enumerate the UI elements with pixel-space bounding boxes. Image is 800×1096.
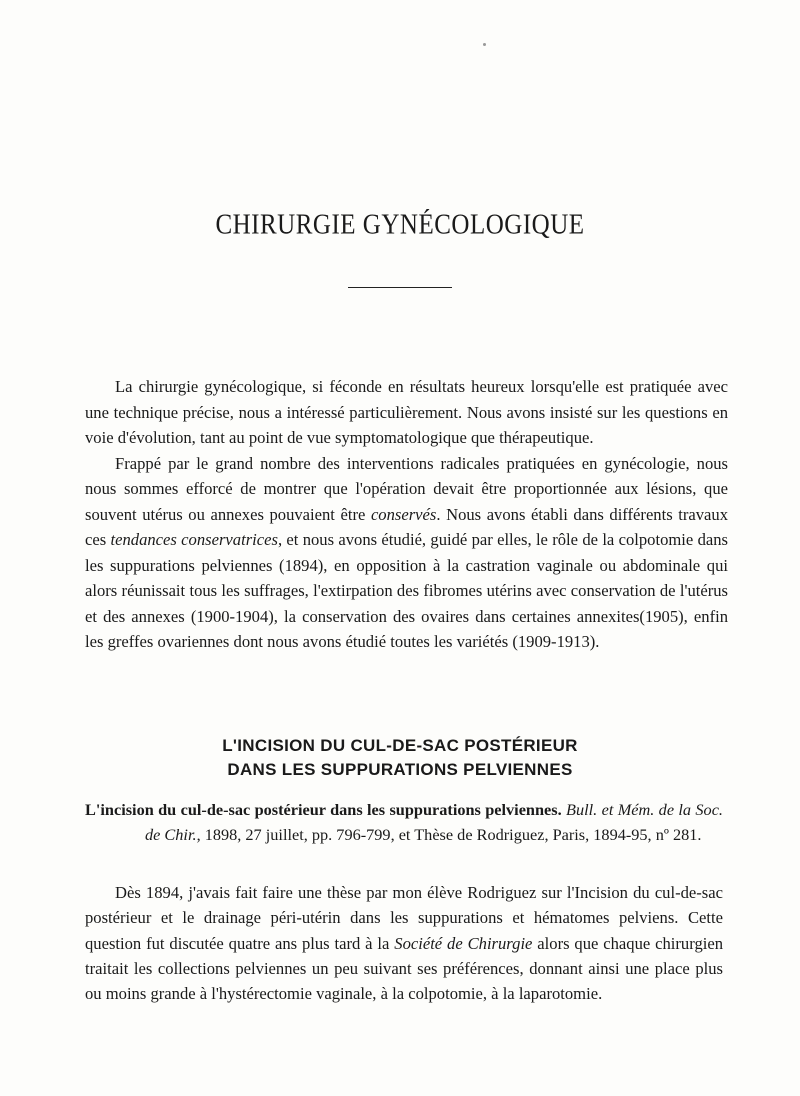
chapter-title: CHIRURGIE GYNÉCOLOGIQUE <box>215 210 585 241</box>
intro-p2-italic-tendances: tendances conservatrices <box>110 530 278 549</box>
intro-p2-text-b: . Nous avons établi dans différents travaux ces <box>85 504 728 549</box>
reference-title: L'incision du cul-de-sac postérieur dans les suppurations pelviennes. <box>85 800 562 819</box>
section-heading-line-2: DANS LES SUPPURATIONS PELVIENNES <box>227 760 573 779</box>
reference-details: , 1898, 27 juillet, pp. 796-799, et Thèse de Rodriguez, Paris, 1894-95, nº 281. <box>196 824 702 844</box>
intro-paragraph-2 <box>85 451 728 655</box>
section-heading-line-1: L'INCISION DU CUL-DE-SAC POSTÉRIEUR <box>222 736 578 755</box>
intro-paragraph-1: La chirurgie gynécologique, si féconde en résultats heureux lorsqu'elle est pratiquée avec une technique précise, nous a intéressé particulièrement. Nous avons insisté sur les questions en voie d'évolution, tant au point de vue symptomatologique que thérapeutique. <box>85 377 728 447</box>
intro-p2-italic-conserves: conservés <box>370 504 437 524</box>
title-divider <box>348 287 452 288</box>
intro-section <box>85 374 728 655</box>
paper-speck <box>483 43 486 46</box>
body-p1-italic-societe: Société de Chirurgie <box>394 933 533 953</box>
body-paragraph-1 <box>85 880 723 1006</box>
section-body <box>85 880 723 1006</box>
reference-journal: Bull. et Mém. de la Soc. de Chir. <box>145 800 723 844</box>
section-heading <box>0 734 800 782</box>
bibliographic-reference <box>85 798 723 847</box>
body-p1-text-b: alors que chaque chirurgien traitait les collections pelviennes un peu suivant ses préférences, donnant ainsi une place plus ou moins grande à l'hystérectomie vaginale, à la colpotomie, à la laparotomie. <box>85 933 724 1004</box>
body-p1-text-a: Dès 1894, j'avais fait faire une thèse par mon élève Rodriguez sur l'Incision du cul-de-sac postérieur et le drainage péri-utérin dans les suppurations et hématomes pelviens. Cette question fut discutée quatre ans plus tard à la <box>85 883 723 953</box>
intro-p2-text-c: , et nous avons étudié, guidé par elles, le rôle de la colpotomie dans les suppurations pelviennes (1894), en opposition à la castration vaginale ou abdominale qui alors réunissait tous les suffrages, l'extirpation des fibromes utérins avec conservation de l'utérus et des annexes (1900-1904), la conservation des ovaires dans certaines annexites(1905), enfin les greffes ovariennes dont nous avons étudié toutes les variétés (1909-1913). <box>85 530 728 651</box>
intro-p2-text-a: Frappé par le grand nombre des interventions radicales pratiquées en gynécologie, nous nous sommes efforcé de montrer que l'opération devait être proportionnée aux lésions, que souvent utérus ou annexes pouvaient être <box>85 453 728 524</box>
